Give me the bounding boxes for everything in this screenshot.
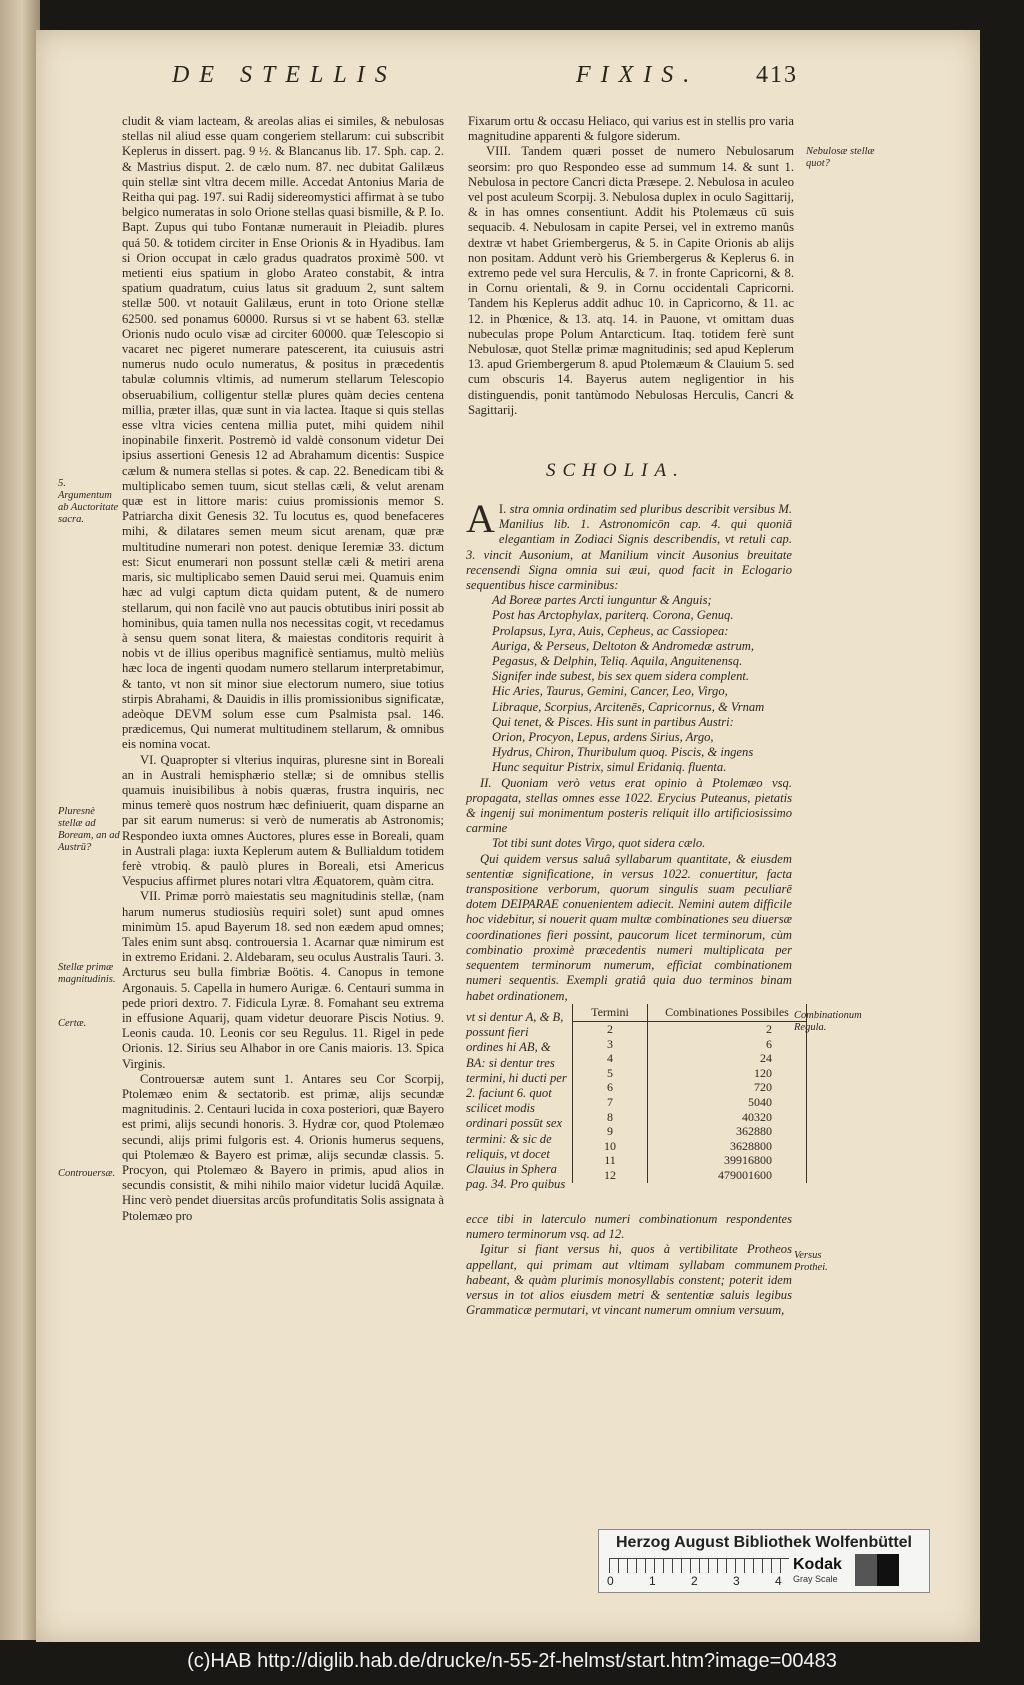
margin-note: Combinationum Regula. xyxy=(794,1010,862,1033)
puteanus-verse: Tot tibi sunt dotes Virgo, quot sidera cælo. xyxy=(492,836,706,851)
comb-cell: 6 xyxy=(648,1037,807,1052)
section-number: I. xyxy=(498,502,507,516)
left-paragraph: VII. Primæ porrò maiestatis seu magnitudinis stellæ, (nam harum numerus studiosiùs requiri solet) sunt apud omnes minimùm 15. apud Bayerum 18. sed non eædem apud omnes; Tales enim sunt absq. controuersia 1. Acarnar quæ nimirum est in extremo Eridani. 2. Aldebaram, seu oculus Australis Tauri. 3. Arcturus seu bulla fimbriæ Boötis. 4. Canopus in temone Argonauis. 5. Capella in humero Aurigæ. 6. Centauri summa in pede priori dextro. 7. Fidicula Lyræ. 8. Fomahant seu extrema in effusione Aquarij, quam videtur deuorare Piscis Notius. 9. Leonis cauda. 10. Leonis cor seu Regulus. 11. Rigel in pede Orionis. 12. Sirius seu Alhabor in ore Canis maioris. 13. Spica Virginis. xyxy=(122,889,444,1071)
table-row xyxy=(573,1139,807,1154)
comb-cell: 2 xyxy=(648,1022,807,1037)
poem-line: Post has Arctophylax, pariterq. Corona, Genuq. xyxy=(492,608,734,623)
comb-cell: 362880 xyxy=(648,1124,807,1139)
poem-line: Orion, Procyon, Lepus, ardens Sirius, Argo, xyxy=(492,730,714,745)
comb-cell: 5040 xyxy=(648,1095,807,1110)
left-paragraph: Controuersæ autem sunt 1. Antares seu Cor Scorpij, Ptolemæo enim & sectatorib. est primæ, alijs secundæ magnitudinis. 2. Centauri lucida in coxa posteriori, quæ Bayero est primi, alijs secundi honoris. 3. Hydræ cor, quod Ptolemæo secundi, alijs primi fulgoris est. 4. Orionis humerus sequens, qui Ptolemæo & Bayero est primæ, alijs secundæ classis. 5. Procyon, qui Ptolemæo & Bayero in primis, apud alios in secundis consistit, & mihi nihilo maior videtur lucidâ Aquilæ. Hinc verò pendet diuersitas arcûs profunditatis Solis assignata à Ptolemæo pro xyxy=(122,1071,444,1223)
scholia-text: II. Quoniam verò vetus erat opinio à Ptolemæo vsq. propagata, stellas omnes esse 1022. Erycius Puteanus, pietatis & ingenij sui monimentum posteris reliquit illo artificiosissimo carmine xyxy=(466,775,792,836)
ruler-number: 2 xyxy=(691,1574,698,1588)
margin-note: Stellæ primæ magnitudinis. xyxy=(58,962,116,985)
poem-line: Qui tenet, & Pisces. His sunt in partibus Austri: xyxy=(492,714,734,729)
scholia-body-end xyxy=(466,1212,792,1318)
copyright-footer: (c)HAB http://diglib.hab.de/drucke/n-55-2f-helmst/start.htm?image=00483 xyxy=(187,1650,837,1672)
term-cell: 12 xyxy=(573,1168,648,1183)
comb-cell: 720 xyxy=(648,1080,807,1095)
page-number: 413 xyxy=(756,62,798,88)
margin-note: Pluresnè stellæ ad Boream, an ad Austrū? xyxy=(58,806,120,853)
right-paragraph: Fixarum ortu & occasu Heliaco, qui varius est in stellis pro varia magnitudine apparenti & fulgore siderum. xyxy=(468,114,794,144)
scholia-heading: SCHOLIA. xyxy=(546,460,685,481)
term-cell: 11 xyxy=(573,1153,648,1168)
ruler-number: 4 xyxy=(775,1574,782,1588)
running-head-left: DE STELLIS xyxy=(172,62,397,88)
left-paragraph: VI. Quapropter si vlterius inquiras, pluresne sint in Boreali an in Australi hemisphærio stellæ; si de omnibus stellis quamuis inuisibilibus à nobis quæras, frustra inquiris, nec minus temerè quos nostrum hæc definiuerit, quam disparne an par sit earum numerus: si verò de numeratis ab Astronomis; Respondeo iuxta omnes Auctores, plures esse in Boreali, quam in Australi plaga: iuxta Keplerum autem & Bullialdum totidem ferè vtrobiq. & paulò plures in Boreali, etsi Americus Vespucius affirmet plures notari vltra Æquatorem, quàm citra. xyxy=(122,752,444,889)
poem-line: Pegasus, & Delphin, Teliq. Aquila, Anguitenensq. xyxy=(492,654,743,669)
comb-cell: 479001600 xyxy=(648,1168,807,1183)
term-cell: 5 xyxy=(573,1066,648,1081)
library-name: Herzog August Bibliothek Wolfenbüttel xyxy=(616,1534,912,1551)
poem-line: Signifer inde subest, bis sex quem sidera complent. xyxy=(492,669,750,684)
table-row xyxy=(573,1051,807,1066)
left-column xyxy=(122,114,444,1224)
poem-line: Auriga, & Perseus, Deltoton & Andromedæ astrum, xyxy=(492,638,755,653)
poem-line: Prolapsus, Lyra, Auis, Cepheus, ac Cassiopea: xyxy=(492,623,729,638)
comb-cell: 120 xyxy=(648,1066,807,1081)
gray-patch xyxy=(855,1554,877,1586)
term-cell: 7 xyxy=(573,1095,648,1110)
ausonius-poem xyxy=(466,593,792,775)
library-stamp xyxy=(598,1529,930,1593)
combinations-table xyxy=(572,1004,807,1183)
poem-line: Hunc sequitur Pistrix, simul Eridaniq. fluenta. xyxy=(492,760,727,775)
comb-cell: 3628800 xyxy=(648,1139,807,1154)
comb-cell: 40320 xyxy=(648,1110,807,1125)
ruler-number: 1 xyxy=(649,1574,656,1588)
table-row xyxy=(573,1066,807,1081)
left-paragraph: cludit & viam lacteam, & areolas alias ei similes, & nebulosas stellas nil aliud esse quam congeriem stellarum: cui subscribit Keplerus in dissert. pag. 9 ½. & Blancanus lib. 17. Sph. cap. 2. & Mastrius disput. 2. de cælo num. 87. nec dubitat Galilæus quin stellæ sint vltra decem mille. Accedat Antonius Maria de Reitha qui pag. 197. sui Radij sidereomystici affirmat à se tubo belgico numeratas in solo Orione stellas quasi bismille, & P. Io. Bapt. Zupus qui tubo Fontanæ numerauit in Pleiadib. plures quá 50. & totidem circiter in Ense Orionis & in Hyadibus. Iam si Orion occupat in cælo gradus quadratos proximè 500. vt metienti eius spatium in globo Arateo constabit, & intra spatium quadratum, cuius latus sit graduum 2, sunt saltem stellæ 500. vt notauit Galilæus, erunt in toto Orione stellæ 62500. sed ponamus 60000. Rursus si vt se habent 63. stellæ Orionis nudo oculo visæ ad circiter 60000. quæ Telescopio si vacaret nec pigeret numerare patescerent, ita cuiusuis astri numerus nudo oculo numeratus, & positus in præcedentis tabulæ columnis vltimis, ad numerum stellarum Telescopio obseruabilium, colligentur stellæ plures quàm decies centena millia, præter illas, quæ sunt in via lactea. Itaque si quis stellas esse vltra vicies centena millia putet, mihi quidem nihil inopinabile finxerit. Postremò id valdè consonum videtur Dei ipsius assertioni Genesis 12 ad Abrahamum dicentis: Suspice cælum & numera stellas si potes. & cap. 22. Benedicam tibi & multiplicabo semen tuum, sicut stellas cæli, & velut arenam quæ est in littore maris: cuius promissionis memor S. Patriarcha dixit Genesis 32. Tu locutus es, quod benefaceres mihi, & dilatares semen meum sicut arenam, quæ præ multitudine numerari non potest. denique Ieremiæ 33. dictum est: Sicut enumerari non possunt stellæ cæli & metiri arena maris, sic multiplicabo semen Dauid serui mei. Quamuis enim hæc ad vulgi captum dicta quidam putent, & de numero stellarum, qui non facilè vno aut paucis obtutibus iniri possit ab hominibus, quia tamen nulla nos necessitas cogit, vt recedamus à sensu quem sonat litera, & maiestas conditoris requirit à nobis vt de illius operibus magnificè sentiamus, multò meliùs hæc loca de ingenti quodam numero stellarum interpretabimur, & tanto, vt non sit minor siue electorum numero, siue totius stirpis Abrahami, & Dauidis in illis promissionibus significatæ, adeòque DEVM solum esse cum Psalmista psal. 146. prædicemus, Qui numerat multitudinem stellarum, & omnibus eis nomina vocat. xyxy=(122,114,444,752)
margin-note: Versus Prothei. xyxy=(794,1250,828,1273)
poem-line: Ad Boreæ partes Arcti iunguntur & Anguis; xyxy=(492,593,712,608)
scholia-text: stra omnia ordinatim sed pluribus describit versibus M. Manilius lib. 1. Astronomicōn cap. 4. qui quoniā elegantiam in Zodiaci Signis describendis, vt retuli cap. 3. vincit Ausonium, at Manilium vincit Ausonius breuitate recensendi Signa omnia sui æui, quod facit in Eclogario sequentibus hisce carminibus: xyxy=(466,502,792,593)
black-patch xyxy=(877,1554,899,1586)
scholia-text: ecce tibi in laterculo numeri combinationum respondentes numero terminorum vsq. ad 12. xyxy=(466,1212,792,1242)
comb-cell: 39916800 xyxy=(648,1153,807,1168)
scholia-text: Qui quidem versus saluâ syllabarum quantitate, & eiusdem sententiæ significatione, in versus 1022. conuertitur, facta transpositione verborum, quorum singulis suam peculiarē dotem DEIPARAE conuenientem adiecit. Nemini autem difficile hoc videbitur, si nouerit quam multæ combinationes seu diuersæ coordinationes fieri possint, paucorum licet terminorum, cùm combinatio proximè præcedentis numeri multiplicata per sequentem terminorum numerum, efficiat combinationem numeri sequentis. Exempli gratiâ quia duo terminos binam habet ordinationem, xyxy=(466,851,792,1003)
drop-cap: A xyxy=(466,496,495,541)
table-header: Combinationes Possibiles xyxy=(648,1004,807,1022)
poem-line: Libraque, Scorpius, Arcitenēs, Capricornus, & Vrnam xyxy=(492,699,765,714)
combinations-table-wrap xyxy=(572,1004,807,1183)
term-cell: 10 xyxy=(573,1139,648,1154)
running-head-right: FIXIS. xyxy=(576,62,700,88)
margin-note: Nebulosæ stellæ quot? xyxy=(806,146,875,169)
poem-line: Hic Aries, Taurus, Gemini, Cancer, Leo, Virgo, xyxy=(492,684,728,699)
term-cell: 4 xyxy=(573,1051,648,1066)
table-row xyxy=(573,1095,807,1110)
term-cell: 6 xyxy=(573,1080,648,1095)
term-cell: 3 xyxy=(573,1037,648,1052)
right-paragraph: VIII. Tandem quæri posset de numero Nebulosarum seorsim: pro quo Respondeo esse ad summum 14. & sunt 1. Nebulosa in pectore Cancri dicta Præsepe. 2. Nebulosa in aculeo vel post aculeum Scorpij. 3. Nebulosa duplex in oculo Sagittarij, & in has omnes consentiunt. Addit his Ptolemæus cū suis sequacib. 4. Nebulosam in capite Persei, vel in extremo manûs dextræ vt habet Griembergerus, & 5. in Capite Orionis ab alijs non positam. Addunt verò his Griembergerus & Keplerus 6. in extremo pede vel sura Herculis, & 7. in fronte Capricorni, & 8. in Cornu orientali, & 9. in Cornu occidentali Capricorni. Tandem his Keplerus addit adhuc 10. in Capricorno, & 11. ac 12. in Phœnice, & 13. atq. 14. in Pauone, vt omittam duas nubeculas prope Polum Antarcticum. Itaq. totidem ferè sunt Nebulosæ, quot Stellæ primæ magnitudinis; sed apud Keplerum 13. apud Griembergerum 8. apud Ptolemæum & Clauium 5. sed cum obscuris 14. Bayerus autem negligentior in his distinguendis, ponit tantùmodo Nebulosas Herculis, Cancri & Sagittarij. xyxy=(468,144,794,417)
table-row xyxy=(573,1153,807,1168)
table-row xyxy=(573,1124,807,1139)
gray-scale-label: Gray Scale xyxy=(793,1574,838,1584)
table-row xyxy=(573,1110,807,1125)
scale-ruler xyxy=(609,1558,789,1573)
table-row xyxy=(573,1080,807,1095)
term-cell: 2 xyxy=(573,1022,648,1037)
ruler-number: 0 xyxy=(607,1574,614,1588)
table-row xyxy=(573,1168,807,1183)
table-row xyxy=(573,1037,807,1052)
scholia-body xyxy=(466,496,792,1004)
comb-cell: 24 xyxy=(648,1051,807,1066)
table-row xyxy=(573,1022,807,1037)
table-header: Termini xyxy=(573,1004,648,1022)
margin-note: 5. Argumentum ab Auctoritate sacra. xyxy=(58,478,119,525)
table-side-text: vt si dentur A, & B, possunt fieri ordines hi AB, & BA: si dentur tres termini, hi ducti per 2. faciunt 6. quot scilicet modis ordinari possūt sex termini: & sic de reliquis, vt docet Clauius in Sphera pag. 34. Pro quibus xyxy=(466,1010,567,1192)
margin-note: Certæ. xyxy=(58,1018,87,1029)
margin-note: Controuersæ. xyxy=(58,1168,116,1179)
poem-line: Hydrus, Chiron, Thuribulum quoq. Piscis, & ingens xyxy=(492,745,754,760)
ruler-number: 3 xyxy=(733,1574,740,1588)
previous-page-edge xyxy=(0,0,40,1640)
scholia-text: Igitur si fiant versus hi, quos à vertibilitate Protheos appellant, qui primam aut vltimam syllabam communem habeant, & quàm plurimis monosyllabis constent; poterit idem versus in tot alios eiusdem metri & sententiæ saluis legibus Grammaticæ permutari, vt vincant numerum omnium versuum, xyxy=(466,1242,792,1318)
kodak-logo: Kodak xyxy=(793,1556,842,1573)
term-cell: 9 xyxy=(573,1124,648,1139)
right-column-top xyxy=(468,114,794,418)
term-cell: 8 xyxy=(573,1110,648,1125)
